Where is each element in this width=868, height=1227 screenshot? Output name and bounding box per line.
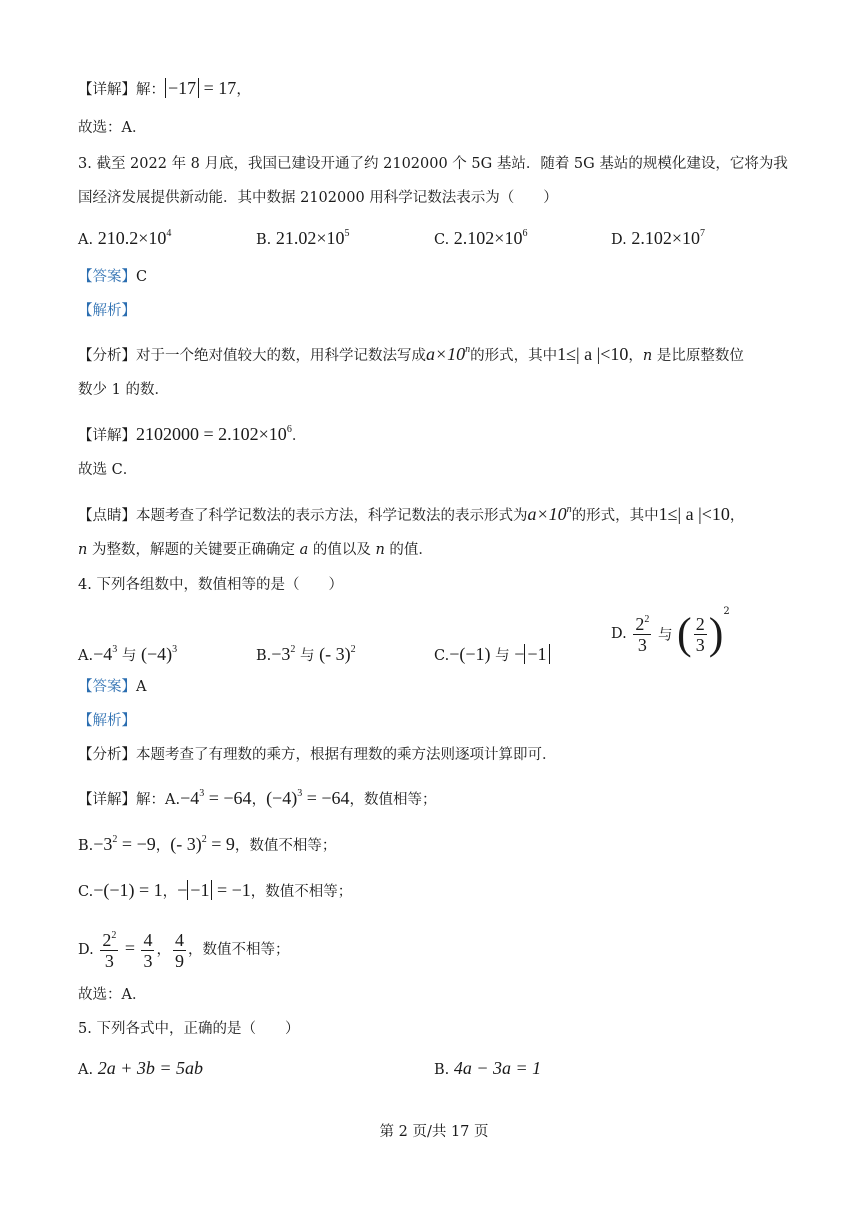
q3-analysis-tag: 【解析】	[78, 303, 136, 319]
q4-detail-c: C.−(−1) = 1，− −1 = −1，数值不相等；	[78, 880, 353, 900]
question-4-stem: 4. 下列各组数中，数值相等的是（ ）	[78, 577, 343, 593]
q3-answer: 【答案】C	[78, 269, 148, 285]
q3-option-b: B. $21.02\times 10^5$	[256, 228, 350, 248]
q3-detail: 【详解】$2102000 = 2.102\times 10^6$．	[78, 424, 307, 444]
q4-detail-a: 【详解】解：$A.-4^3 = -64$，$(-4)^3 = -64$，数值相等；	[78, 788, 437, 808]
q4-option-b: $B.-3^2$ 与 (- 3)$^2$	[256, 644, 356, 664]
q4-detail-b: $B.-3^2 = -9$，(- 3)$^2$ = 9，数值不相等；	[78, 834, 337, 854]
q3-option-a: A. $210.2\times 10^4$	[78, 228, 172, 248]
q5-option-a: A. 2a + 3b = 5ab	[78, 1058, 203, 1078]
q3-option-d: D. $2.102\times 10^7$	[611, 228, 705, 248]
question-3-stem-2: 国经济发展提供新动能．其中数据 2102000 用科学记数法表示为（ ）	[78, 190, 558, 206]
question-5-stem: 5. 下列各式中，正确的是（ ）	[78, 1021, 300, 1037]
detail-tag: 【详解】	[78, 82, 136, 98]
q4-analysis-tag: 【解析】	[78, 713, 136, 729]
q4-fenxi: 【分析】本题考查了有理数的乘方，根据有理数的乘方法则逐项计算即可．	[78, 747, 557, 763]
q3-dianjing: 【点睛】本题考查了科学记数法的表示方法，科学记数法的表示形式为$a\times 10^n$的形式，其中1≤| a |<10，	[78, 504, 745, 524]
detail-line: 【详解】解： −17 = 17，	[78, 78, 251, 98]
q4-choose: 故选：A．	[78, 987, 147, 1003]
q3-dianjing-2: n 为整数，解题的关键要正确确定 a 的值以及 n 的值．	[78, 542, 433, 558]
question-3-stem: 3. 截至 2022 年 8 月底，我国已建设开通了约 2102000 个 5G 基站．随着 5G 基站的规模化建设，它将为我	[78, 156, 788, 172]
q3-fenxi-2: 数少 1 的数．	[78, 382, 169, 398]
q5-option-b: B. 4a − 3a = 1	[434, 1058, 542, 1078]
q4-answer: 【答案】A	[78, 679, 147, 695]
choose-line: 故选：A．	[78, 120, 147, 136]
page-footer: 第 2 页/共 17 页	[379, 1124, 489, 1140]
q3-option-c: C. $2.102\times 10^6$	[434, 228, 528, 248]
abs-value: −17	[165, 78, 199, 98]
q4-option-d: D. $\frac{2^2}{3}$ 与 ( $\frac{2}{3}$ )$^2$	[611, 606, 730, 658]
q4-detail-d: D. $\frac{2^2}{3}$ = $\frac{4}{3}$ ， $\frac{4}{9}$ ，数值不相等；	[78, 929, 290, 971]
q3-choose: 故选 C．	[78, 462, 138, 478]
q4-option-c: C.−(−1) 与 − −1	[434, 644, 550, 665]
q3-fenxi: 【分析】对于一个绝对值较大的数，用科学记数法写成$a\times 10^n$的形式，其中1≤| a |<10，n 是比原整数位	[78, 344, 744, 364]
q4-option-a: $A.-4^3$ 与 $(-4)^3$	[78, 644, 178, 664]
